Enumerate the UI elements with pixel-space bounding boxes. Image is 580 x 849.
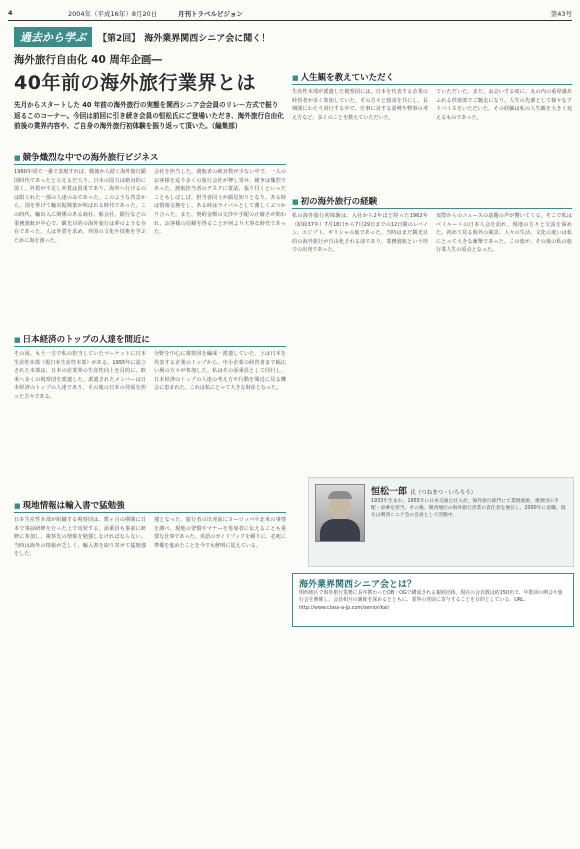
section-2-col2: 分野を中心に視察団を編成・派遣していた。上は日本を代表する企業のトップから、中小企業の経営者まで幅広い層の方々が参加した。私はその添乗員として同行し、日本経済のトップの人達の考え方や行動を間近に見る機会に恵まれた。これは私にとって大きな財産となった。 (154, 351, 286, 392)
section-2 (14, 334, 286, 402)
info-box (292, 573, 574, 627)
profile-text: 1933年生まれ。1955年に日本交通公社入社。海外旅行部門にて業務渡航、視察団の手配・添乗を担当。その後、関西地区の海外旅行営業の責任者を歴任し、2000年に退職。現在は関西シニア会の会員として活動中。 (371, 499, 566, 518)
section-4-col2: ていただいた。また、お会いする度に、丸の内の重厚感あふれる倶楽部でご馳走になり、人生の先輩として様々なアドバイスをいただいた。その経験は私の人生観を大きく変えるものであった。 (436, 89, 572, 121)
headline-kicker: 海外旅行自由化 40 周年企画― (14, 54, 162, 66)
section-3-col1: 日本生産性本部が組織する視察団は、数ヶ月の期間に日本で事前研修を行った上で出発する。添乗員も事前に研修に参加し、視察先の情報を勉強しなければならない。当時は海外の情報が乏しく、輸入書を取り寄せて猛勉強をした。 (14, 517, 146, 558)
section-1-col1: 1960年頃で一番で表現すれば、戦後から続く海外旅行鎖国時代であったと言えるだろう。日本の国力は絶対的に弱く、外貨が不足し外貨は貴重であり、海外へ行けるのは限られた一部の人達のみであった。このような背景から、国を挙げて輸出振興策が叫ばれる時代であった。この時代、輸出入に関係のある商社、船会社、銀行などの業務渡航が中心で、観光目的の海外旅行は夢のような存在であった。人は外貨を求め、外国の文化や技術を学ぶために海を渡った。 (14, 169, 146, 244)
section-4-title: ■ 人生観を教えていただく (292, 72, 572, 85)
section-4 (292, 72, 572, 122)
issue-date: 2004年（平成16年）8月20日 (68, 9, 158, 18)
portrait-photo (315, 484, 365, 542)
section-5-col1: 私の海外旅行初体験は、入社から2年ほど経った1962年（昭和37年）7月18日から7月29日までの12日間のレバノン、エジプト、ギリシャの旅であった。当時はまだ観光目的の海外旅行が自由化される前であり、業務渡航という形での出発であった。 (292, 213, 428, 254)
section-2-col1: その頃、もう一方で私の担当していたマーケットに日本生産性本部（現日本生産性本部）がある。1955年に設立された本部は、日本の産業界の生産性向上を目的に、欧米へ多くの視察団を派遣した。派遣されたメンバーは日本経済のトップの人達であり、その後の日本の発展を担った方々である。 (14, 351, 146, 400)
section-3-title: ■ 現地情報は輸入書で猛勉強 (14, 500, 286, 513)
series-label: 過去から学ぶ (14, 27, 92, 47)
series-number: 【第2回】 (98, 33, 141, 44)
profile-box (308, 477, 574, 567)
headline-title: 40年前の海外旅行業界とは (14, 72, 256, 94)
section-2-title: ■ 日本経済のトップの人達を間近に (14, 334, 286, 347)
profile-name-text: 恒松一郎 (371, 487, 408, 497)
publication-name: 月刊トラベルビジョン (178, 9, 243, 18)
page-number: 4 (8, 9, 13, 17)
info-text: 関西地区で海外旅行業務に長年携わったOB・OGで構成される親睦団体。現在の会員数は約150名で、年数回の例会や旅行会を開催し、会員相互の親睦を深めるとともに、業界の発展に寄与することを目的としている。URL：http://www.class-a-jp.com/senior/kai/ (299, 590, 563, 611)
section-5-title: ■ 初の海外旅行の経験 (292, 196, 572, 209)
profile-name (371, 484, 476, 497)
info-title: 海外業界関西シニア会とは？ (299, 580, 417, 590)
lead-paragraph: 先月からスタートした 40 年前の海外旅行の実態を関西シニア会会員のリレー方式で振り返るこのコーナー。今回は前回に引き続き会員の恒松氏にご登場いただき、海外旅行自由化前後の業界内容や、ご自身の海外旅行初体験を振り返って頂いた。（編集部） (14, 101, 284, 130)
profile-name-suffix: 氏（つねまつ・いちろう） (410, 490, 477, 496)
issue-number: 第43号 (550, 9, 572, 18)
section-5-col2: 実際からのニュースの話題の声が響いてくる。そこで私はベイルートの日本人会を訪れ、現地の方々と交流を深めた。初めて見る海外の風景、人々の生活、文化の違いは私にとって大きな衝撃であった。この旅が、その後の私の旅行業人生の原点となった。 (436, 213, 572, 254)
page-header (8, 6, 572, 21)
section-3-col2: 強となった。旅行者の出発前にヨーロッパや北米の事情を調べ、現地の習慣やマナーを参加者に伝えることも重要な仕事であった。英語のガイドブックを頼りに、必死に準備を進めたことを今でも鮮明に覚えている。 (154, 517, 286, 549)
section-4-col1: 生産性本部が派遣した視察団には、日本を代表する企業の経営者が多く参加していた。その方々と寝食を共にし、長期間にわたり同行する中で、仕事に対する姿勢や物事の考え方など、多くのことを教えていただいた。 (292, 89, 428, 121)
section-3 (14, 500, 286, 559)
section-5 (292, 196, 572, 255)
series-subtitle: 海外業界関西シニア会に聞く！ (144, 33, 271, 44)
section-1-title: ■ 競争熾烈な中での海外旅行ビジネス (14, 152, 286, 165)
series-banner (14, 28, 279, 46)
section-1-col2: 会社を担当した。渡航者の絶対数が少ない中で、一人のお客様を巡り多くの旅行会社が押し寄せ、競争は熾烈であった。渡航担当者のデスクに電話、張り付くといったこともしばしば。担当者同士が顔見知りとなり、ある時は情報交換をし、ある時はライバルとして激しくぶつかり合った。また、契約金額の交渉や手配の正確さが問われ、お客様の信頼を得ることが何より大事な時代であった。 (154, 169, 286, 236)
section-1 (14, 152, 286, 245)
